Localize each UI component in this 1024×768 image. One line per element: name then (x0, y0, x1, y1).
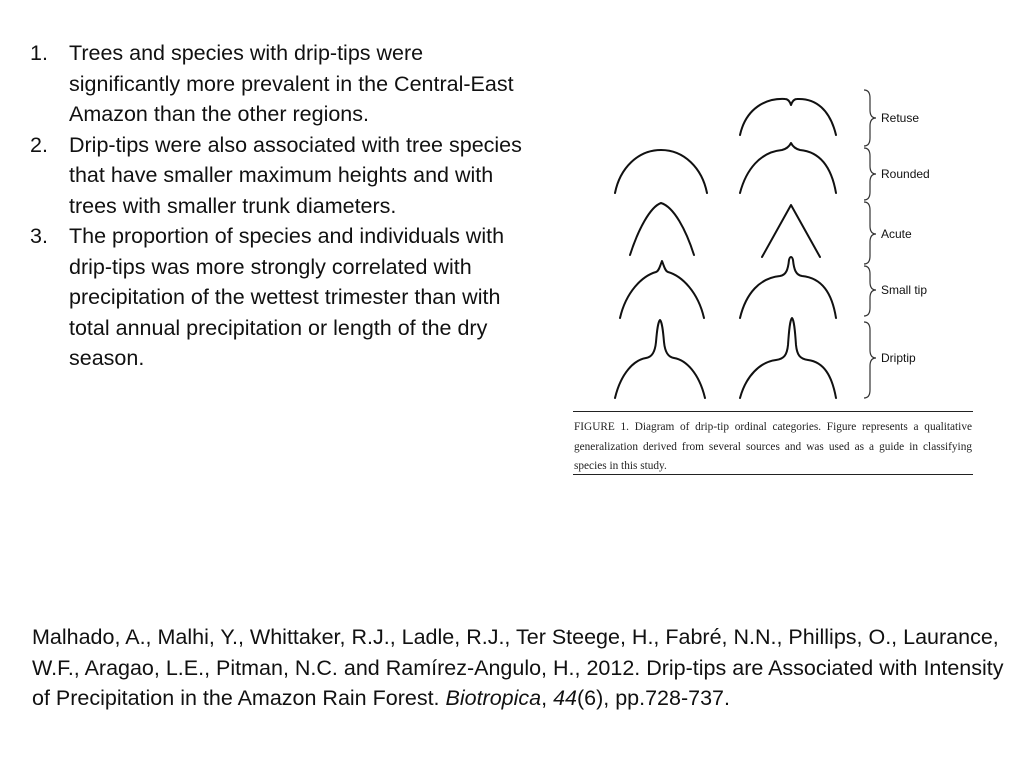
finding-text: Drip-tips were also associated with tree species that have smaller maximum heights and with trees with smaller trunk diameters. (69, 132, 522, 218)
category-label-acute: Acute (881, 227, 912, 241)
category-label-rounded: Rounded (881, 167, 930, 181)
rounded-leaf-tip (740, 143, 836, 193)
finding-item (30, 130, 525, 222)
citation-issue-pages: (6), pp.728-737. (576, 686, 730, 710)
rounded-leaf-tip (615, 150, 707, 193)
caption-bottom-rule (573, 474, 973, 475)
citation-journal: Biotropica (445, 686, 542, 710)
finding-number: 1. (30, 41, 48, 65)
category-label-retuse: Retuse (881, 111, 920, 125)
category-brace (864, 322, 876, 398)
acute-leaf-tip (762, 205, 820, 257)
citation-separator: , (541, 686, 554, 710)
finding-number: 2. (30, 132, 48, 157)
finding-text: Trees and species with drip-tips were significantly more prevalent in the Central-East Amazon than the other regions. (69, 41, 514, 126)
category-label-small-tip: Small tip (881, 283, 928, 297)
caption-top-rule (573, 411, 973, 412)
figure-caption: FIGURE 1. Diagram of drip-tip ordinal categories. Figure represents a qualitative generalization derived from several sources and was used as a guide in classifying species in this study. (574, 421, 972, 472)
citation-volume: 44 (553, 686, 577, 710)
finding-number: 3. (30, 224, 48, 248)
category-brace (864, 148, 876, 200)
small-tip-leaf-tip (620, 261, 704, 318)
driptip-leaf-tip (740, 318, 836, 398)
category-brace (864, 202, 876, 264)
category-brace (864, 266, 876, 316)
driptip-leaf-tip (615, 320, 705, 398)
finding-text: The proportion of species and individuals with drip-tips was more strongly correlated with precipitation of the wettest trimester than with total annual precipitation or length of the dry season. (69, 224, 505, 370)
findings-list (30, 38, 525, 374)
drip-tip-figure (568, 80, 982, 480)
leaf-tip-diagram (568, 80, 982, 410)
finding-item (30, 221, 525, 374)
citation-text: Malhado, A., Malhi, Y., Whittaker, R.J., Ladle, R.J., Ter Steege, H., Fabré, N.N., Phillips, O., Laurance, W.F., Aragao, L.E., Pitman, N.C. and Ramírez-Angulo, H., 2012. Drip-tips are Associated with Intensity of Precipitation in the Amazon Rain Forest. (32, 625, 1004, 710)
finding-item (30, 38, 525, 130)
small-tip-leaf-tip (740, 257, 836, 318)
citation (32, 622, 1014, 714)
retuse-leaf-tip (740, 99, 836, 135)
acute-leaf-tip (630, 203, 694, 255)
category-label-driptip: Driptip (881, 351, 916, 365)
category-brace (864, 90, 876, 146)
